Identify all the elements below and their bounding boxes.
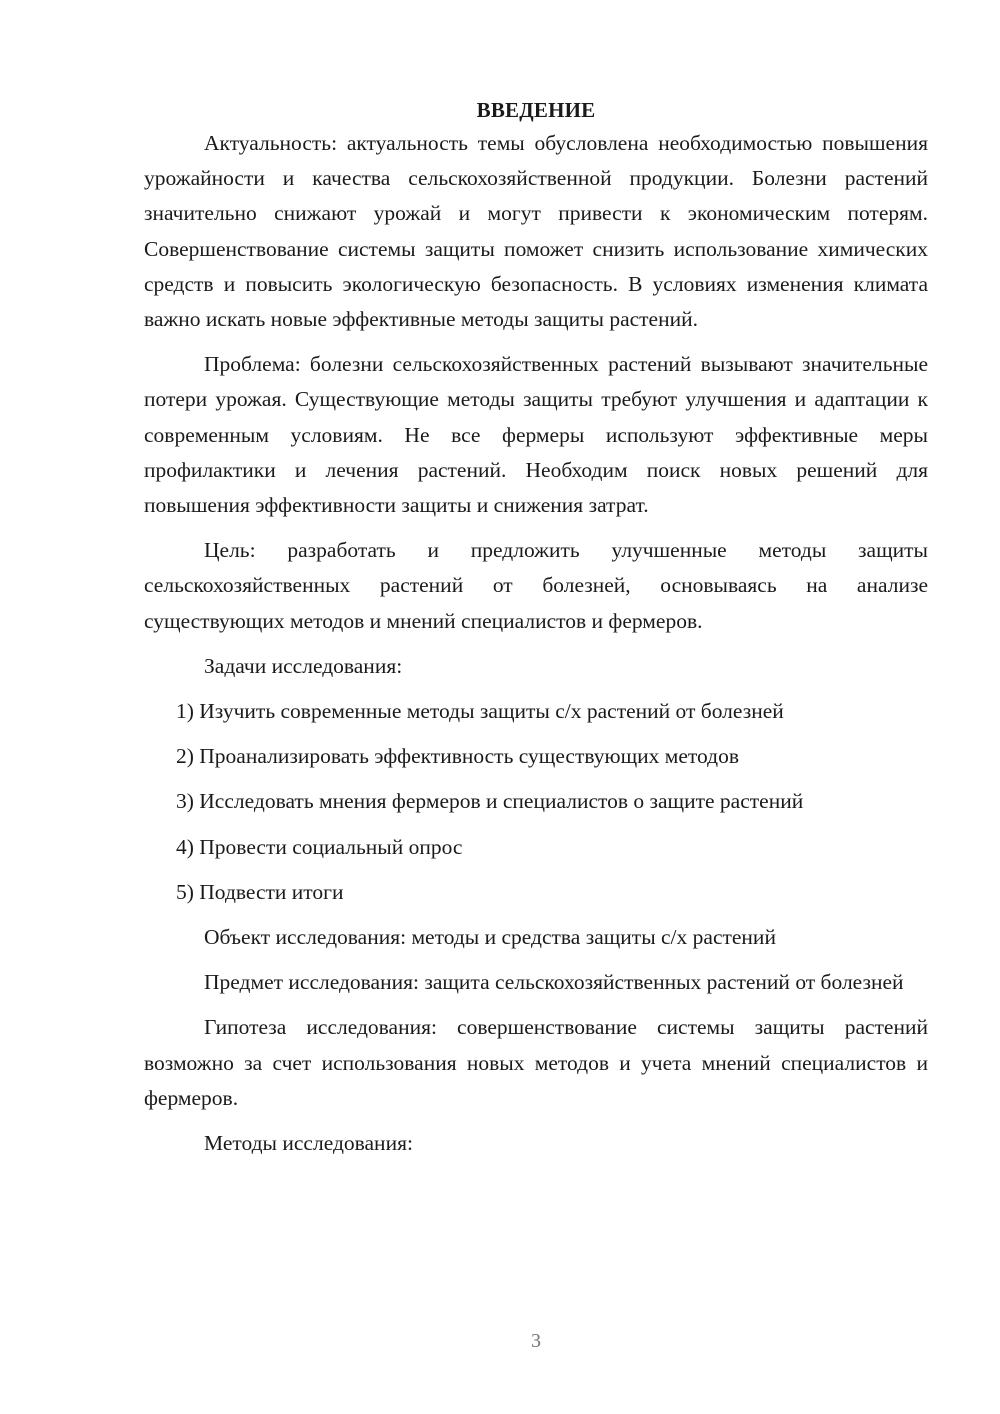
page-content <box>144 93 928 1171</box>
tasks-heading: Задачи исследования: <box>204 653 403 678</box>
object-paragraph: Объект исследования: методы и средства защиты с/х растений <box>204 925 776 950</box>
page-number: 3 <box>531 1330 541 1352</box>
goal-paragraph: Цель: разработать и предложить улучшенные методы защиты сельскохозяйственных растений от болезней, основываясь на анализе существующих методов и мнений специалистов и фермеров. <box>144 538 928 633</box>
list-item: 5) Подвести итоги <box>176 879 344 904</box>
tasks-list <box>144 694 928 910</box>
hypothesis-paragraph: Гипотеза исследования: совершенствование системы защиты растений возможно за счет использования новых методов и учета мнений специалистов и фермеров. <box>144 1015 928 1110</box>
list-item: 4) Провести социальный опрос <box>176 834 463 859</box>
methods-heading: Методы исследования: <box>204 1131 413 1156</box>
subject-paragraph: Предмет исследования: защита сельскохозяйственных растений от болезней <box>204 970 904 995</box>
list-item: 1) Изучить современные методы защиты с/х растений от болезней <box>176 699 784 724</box>
page-title: ВВЕДЕНИЕ <box>476 98 596 122</box>
problem-paragraph: Проблема: болезни сельскохозяйственных растений вызывают значительные потери урожая. Существующие методы защиты требуют улучшения и адаптации к современным условиям. Не все фермеры используют эффективные меры профилактики и лечения растений. Необходим поиск новых решений для повышения эффективности защиты и снижения затрат. <box>144 352 928 518</box>
relevance-paragraph: Актуальность: актуальность темы обусловлена необходимостью повышения урожайности и качества сельскохозяйственной продукции. Болезни растений значительно снижают урожай и могут привести к экономическим потерям. Совершенствование системы защиты поможет снизить использование химических средств и повысить экологическую безопасность. В условиях изменения климата важно искать новые эффективные методы защиты растений. <box>144 131 928 332</box>
list-item: 3) Исследовать мнения фермеров и специалистов о защите растений <box>176 789 804 814</box>
list-item: 2) Проанализировать эффективность существующих методов <box>176 744 739 769</box>
